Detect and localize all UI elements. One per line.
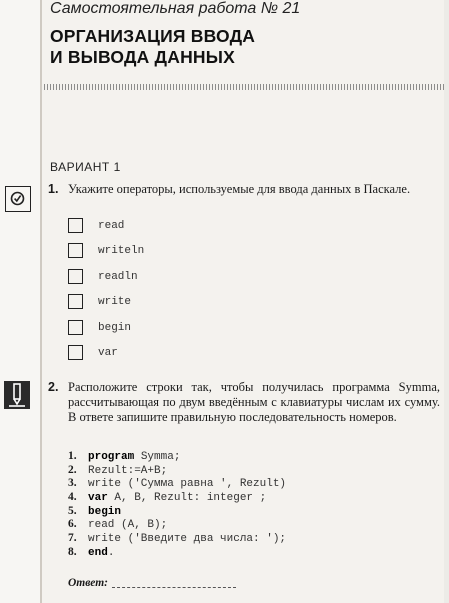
line-number: 1. — [68, 450, 77, 462]
code-text: write ('Введите два числа: '); — [88, 533, 287, 546]
option-label: read — [98, 220, 125, 232]
option-label: var — [98, 346, 118, 359]
line-number: 7. — [68, 532, 77, 545]
title-line-2: И ВЫВОДА ДАННЫХ — [50, 47, 235, 67]
question-2-number: 2. — [48, 380, 59, 394]
code-text: . — [107, 546, 115, 559]
line-number: 3. — [68, 477, 77, 490]
line-number: 4. — [68, 491, 77, 504]
question-2-text: Расположите строки так, чтобы получилась программа Symma, рассчитывающая по двум введённым с клавиатуры числам их сумму. В ответе запишите правильную последовательность номеров. — [68, 380, 440, 424]
answer-row — [68, 577, 236, 589]
option-label: writeln — [98, 245, 145, 258]
margin-divider — [40, 0, 42, 603]
worksheet-page — [44, 0, 444, 603]
code-keyword: end — [88, 546, 108, 559]
page-edge — [444, 0, 449, 603]
question-1-number: 1. — [48, 182, 59, 196]
question-1 — [48, 182, 440, 197]
code-text: write ('Сумма равна ', Rezult) — [88, 478, 287, 491]
line-number: 5. — [68, 504, 77, 517]
option-label: begin — [98, 321, 132, 334]
question-1-text: Укажите операторы, используемые для ввода данных в Паскале. — [68, 182, 411, 196]
option-checkbox[interactable] — [68, 294, 83, 309]
code-keyword: var — [88, 492, 108, 505]
title-line-1: ОРГАНИЗАЦИЯ ВВОДА — [50, 26, 256, 46]
code-text: Symma; — [134, 451, 181, 463]
code-keyword: program — [88, 451, 135, 463]
option-label: write — [98, 296, 132, 309]
code-line — [68, 477, 286, 491]
code-line — [68, 532, 286, 546]
answer-label: Ответ: — [68, 577, 108, 589]
checkmark-circle-icon — [5, 186, 31, 212]
code-text: read (A, B); — [88, 519, 168, 532]
code-keyword: begin — [88, 505, 122, 518]
option-checkbox[interactable] — [68, 218, 83, 233]
line-number: 2. — [68, 463, 77, 476]
code-text: A, B, Rezult: integer ; — [107, 492, 267, 505]
question-2 — [48, 380, 440, 425]
line-number: 8. — [68, 545, 77, 558]
option-label: readln — [98, 270, 138, 283]
code-line — [68, 491, 286, 505]
option-checkbox[interactable] — [68, 269, 83, 284]
option-checkbox[interactable] — [68, 243, 83, 258]
page-margin — [0, 0, 40, 603]
code-listing — [68, 450, 286, 560]
code-line — [68, 464, 286, 478]
line-number: 6. — [68, 518, 77, 531]
work-title: Самостоятельная работа № 21 — [50, 0, 301, 17]
option-checkbox[interactable] — [68, 345, 83, 360]
code-line — [68, 518, 286, 532]
pen-icon — [4, 381, 30, 409]
page-title — [50, 26, 255, 68]
code-line — [68, 505, 286, 519]
code-line — [68, 546, 286, 560]
code-line — [68, 450, 286, 464]
answer-field[interactable] — [112, 587, 236, 588]
variant-label: ВАРИАНТ 1 — [50, 160, 121, 174]
header-rule — [44, 84, 444, 90]
code-text: Rezult:=A+B; — [88, 464, 168, 477]
option-checkbox[interactable] — [68, 320, 83, 335]
